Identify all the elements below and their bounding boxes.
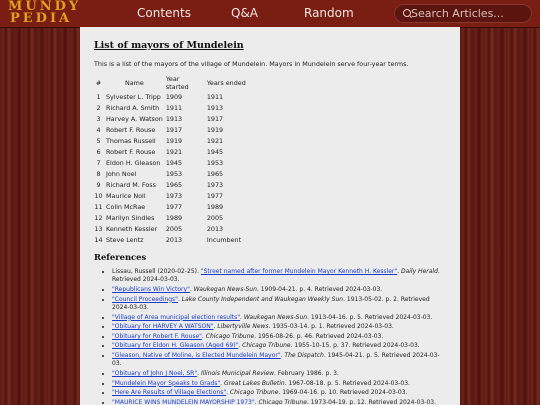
cell-name: Robert F. Rouse: [106, 147, 156, 156]
reference-publication: Lake County Independent and Waukegan Weekly Sun: [181, 295, 344, 303]
cell-name: Steve Lentz: [106, 235, 144, 244]
top-nav-bar: [0, 0, 540, 28]
reference-link[interactable]: "Obituary for HARVEY A WATSON": [112, 323, 214, 331]
table-row: [94, 113, 250, 124]
reference-publication: Great Lakes Bulletin: [223, 379, 285, 387]
reference-link[interactable]: "Gleason, Native of Moline, is Elected Mundelein Mayor": [112, 351, 281, 359]
reference-separator: .: [189, 286, 194, 293]
reference-item: [112, 370, 448, 378]
cell-year-started: 1917: [165, 125, 183, 134]
cell-number: 1: [96, 92, 101, 101]
reference-details: . 1909-04-21. p. 4. Retrieved 2024-03-03.: [256, 286, 383, 293]
reference-separator: .: [220, 379, 224, 387]
reference-separator: .: [177, 295, 182, 303]
reference-details: . February 1986. p. 3.: [274, 369, 339, 377]
table-row: [94, 212, 250, 223]
reference-item: [112, 296, 448, 313]
table-row: [94, 201, 250, 212]
cell-name: Sylvester L. Tripp: [106, 92, 161, 101]
cell-number: 14: [94, 235, 103, 244]
logo-line-2: PEDIA: [10, 11, 73, 26]
reference-publication: Chicago Tribune: [242, 342, 291, 350]
cell-number: 13: [94, 224, 103, 233]
cell-name: Richard M. Foss: [106, 180, 156, 189]
cell-year-started: 1945: [165, 158, 183, 167]
cell-year-started: 1909: [165, 92, 183, 101]
reference-publication: Chicago Tribune: [205, 332, 255, 340]
reference-link[interactable]: "Republicans Win Victory": [112, 286, 190, 293]
cell-year-started: 1989: [165, 213, 183, 222]
cell-number: 2: [96, 103, 101, 112]
cell-year-ended: 2013: [206, 224, 224, 233]
reference-link[interactable]: "MAURICE WINS MUNDELEIN MAYORSHIP 1973": [112, 398, 255, 405]
table-row: [94, 102, 250, 113]
reference-item: [112, 389, 448, 397]
cell-year-ended: 1913: [206, 103, 224, 112]
cell-year-started: 1965: [165, 180, 183, 189]
reference-link[interactable]: "Obituary of John J Noel, SR": [112, 369, 198, 377]
nav-qa-link[interactable]: Q&A: [231, 6, 259, 20]
cell-name: Marilyn Sindles: [106, 213, 155, 222]
reference-details: . 1969-04-16. p. 10. Retrieved 2024-03-03.: [278, 389, 408, 397]
table-header-row: [94, 75, 250, 91]
reference-link[interactable]: "Mundelein Mayor Speaks to Grads": [112, 379, 221, 387]
cell-year-ended: 1989: [206, 202, 224, 211]
logo-line-1: MUNDY: [8, 0, 82, 14]
cell-name: Kenneth Kessler: [106, 224, 158, 233]
site-logo[interactable]: [6, 0, 88, 27]
references-heading: References: [94, 252, 147, 262]
reference-separator: .: [201, 332, 206, 340]
reference-link[interactable]: "Obituary for Eldon H. Gleason (Aged 69)": [112, 342, 239, 350]
nav-contents-link[interactable]: Contents: [137, 6, 191, 20]
cell-year-started: 1973: [165, 191, 183, 200]
cell-number: 7: [96, 158, 101, 167]
reference-details: . 1945-04-21. p. 5. Retrieved 2024-03-03.: [112, 351, 440, 368]
table-row: [94, 146, 250, 157]
cell-year-started: 1919: [165, 136, 183, 145]
reference-item: [112, 399, 448, 405]
content-panel: [80, 27, 460, 405]
cell-name: Eldon H. Gleason: [106, 158, 161, 167]
cell-year-ended: 1911: [206, 92, 224, 101]
reference-publication: Chicago Tribune: [258, 398, 307, 405]
table-row: [94, 91, 250, 102]
search-box[interactable]: [394, 4, 532, 23]
cell-year-started: 1921: [165, 147, 183, 156]
cell-year-started: 1911: [165, 103, 183, 112]
cell-name: Maurice Noll: [106, 191, 146, 200]
reference-publication: Libertyville News: [217, 323, 269, 331]
reference-separator: .: [238, 342, 243, 350]
cell-number: 6: [96, 147, 101, 156]
cell-year-ended: 1973: [206, 180, 224, 189]
cell-year-ended: 1953: [206, 158, 224, 167]
reference-details: . 1913-05-02. p. 2. Retrieved 2024-03-03.: [112, 295, 430, 311]
cell-number: 3: [96, 114, 101, 123]
cell-year-ended: 1977: [206, 191, 224, 200]
cell-year-ended: 1965: [206, 169, 224, 178]
reference-item: [112, 352, 448, 369]
table-row: [94, 234, 250, 245]
cell-name: Thomas Russell: [106, 136, 156, 145]
reference-details: . 1955-10-15. p. 37. Retrieved 2024-03-03.: [290, 342, 420, 350]
reference-link[interactable]: "Council Proceedings": [112, 295, 178, 303]
reference-details: . Retrieved 2024-03-03.: [112, 268, 440, 284]
reference-publication: Illinois Municipal Review: [200, 369, 275, 377]
reference-item: [112, 323, 448, 331]
reference-separator: .: [280, 351, 285, 359]
reference-item: [112, 314, 448, 322]
column-header-number: #: [95, 79, 102, 87]
reference-link[interactable]: "Street named after former Mundelein Mayor Kenneth H. Kessler": [200, 268, 398, 275]
reference-separator: .: [397, 268, 401, 275]
reference-details: . 1956-08-26. p. 46. Retrieved 2024-03-03.: [254, 332, 384, 340]
table-row: [94, 179, 250, 190]
cell-name: Harvey A. Watson: [106, 114, 163, 123]
cell-number: 10: [94, 191, 103, 200]
column-header-year-started: Year started: [165, 75, 189, 91]
table-row: [94, 190, 250, 201]
reference-separator: .: [226, 389, 230, 397]
reference-details: . 1913-04-16. p. 5. Retrieved 2024-03-03.: [307, 313, 433, 321]
search-icon: [403, 9, 411, 17]
reference-details: . 1973-04-19. p. 12. Retrieved 2024-03-03.: [306, 398, 436, 405]
reference-item: [112, 268, 448, 285]
cell-year-ended: 1919: [206, 125, 224, 134]
table-row: [94, 223, 250, 234]
reference-publication: Waukegan News-Sun: [193, 286, 257, 293]
reference-separator: .: [197, 369, 201, 377]
reference-separator: .: [239, 313, 244, 321]
reference-details: . 1967-08-18. p. 5. Retrieved 2024-03-03.: [284, 379, 410, 387]
reference-author: Lissau, Russell (2020-02-25).: [112, 268, 201, 275]
cell-year-started: 1977: [165, 202, 183, 211]
reference-item: [112, 286, 448, 294]
reference-link[interactable]: "Here Are Results of Village Elections": [112, 389, 227, 397]
cell-name: Robert F. Rouse: [106, 125, 156, 134]
nav-random-link[interactable]: Random: [304, 6, 354, 20]
column-header-name: Name: [124, 79, 144, 87]
reference-link[interactable]: "Obituary for Robert F. Rouse": [112, 332, 202, 340]
mayors-table-body: [94, 91, 250, 245]
reference-item: [112, 380, 448, 388]
column-header-years-ended: Years ended: [206, 79, 246, 87]
cell-year-started: 2005: [165, 224, 183, 233]
reference-publication: Daily Herald: [400, 268, 438, 275]
cell-number: 5: [96, 136, 101, 145]
mayors-table: [94, 75, 250, 245]
reference-item: [112, 333, 448, 341]
reference-link[interactable]: "Village of Area municipal election results": [112, 313, 240, 321]
cell-number: 9: [96, 180, 101, 189]
cell-number: 11: [94, 202, 103, 211]
cell-year-started: 1913: [165, 114, 183, 123]
reference-publication: Waukegan News-Sun: [243, 313, 308, 321]
reference-separator: .: [213, 323, 218, 331]
reference-separator: .: [254, 398, 259, 405]
intro-paragraph: This is a list of the mayors of the village of Mundelein. Mayors in Mundelein serve four-year terms.: [94, 60, 409, 68]
cell-number: 4: [96, 125, 101, 134]
reference-details: . 1935-03-14. p. 1. Retrieved 2024-03-03.: [268, 323, 394, 331]
page-title: List of mayors of Mundelein: [94, 40, 244, 51]
cell-year-started: 2013: [165, 235, 183, 244]
references-list: [94, 268, 448, 405]
cell-year-started: 1953: [165, 169, 183, 178]
reference-publication: The Dispatch: [284, 351, 324, 359]
cell-year-ended: 1921: [206, 136, 224, 145]
cell-name: John Noel: [106, 169, 137, 178]
table-row: [94, 135, 250, 146]
search-input[interactable]: [411, 5, 526, 22]
reference-item: [112, 342, 448, 350]
reference-publication: Chicago Tribune: [229, 389, 279, 397]
cell-year-ended: 1945: [206, 147, 224, 156]
cell-name: Richard A. Smith: [106, 103, 160, 112]
cell-year-ended: 1917: [206, 114, 224, 123]
cell-number: 12: [94, 213, 103, 222]
cell-number: 8: [96, 169, 101, 178]
cell-year-ended: 2005: [206, 213, 224, 222]
table-row: [94, 157, 250, 168]
article-body: [94, 40, 448, 405]
cell-year-ended: Incumbent: [206, 235, 242, 244]
table-row: [94, 124, 250, 135]
cell-name: Colin McRae: [106, 202, 146, 211]
table-row: [94, 168, 250, 179]
